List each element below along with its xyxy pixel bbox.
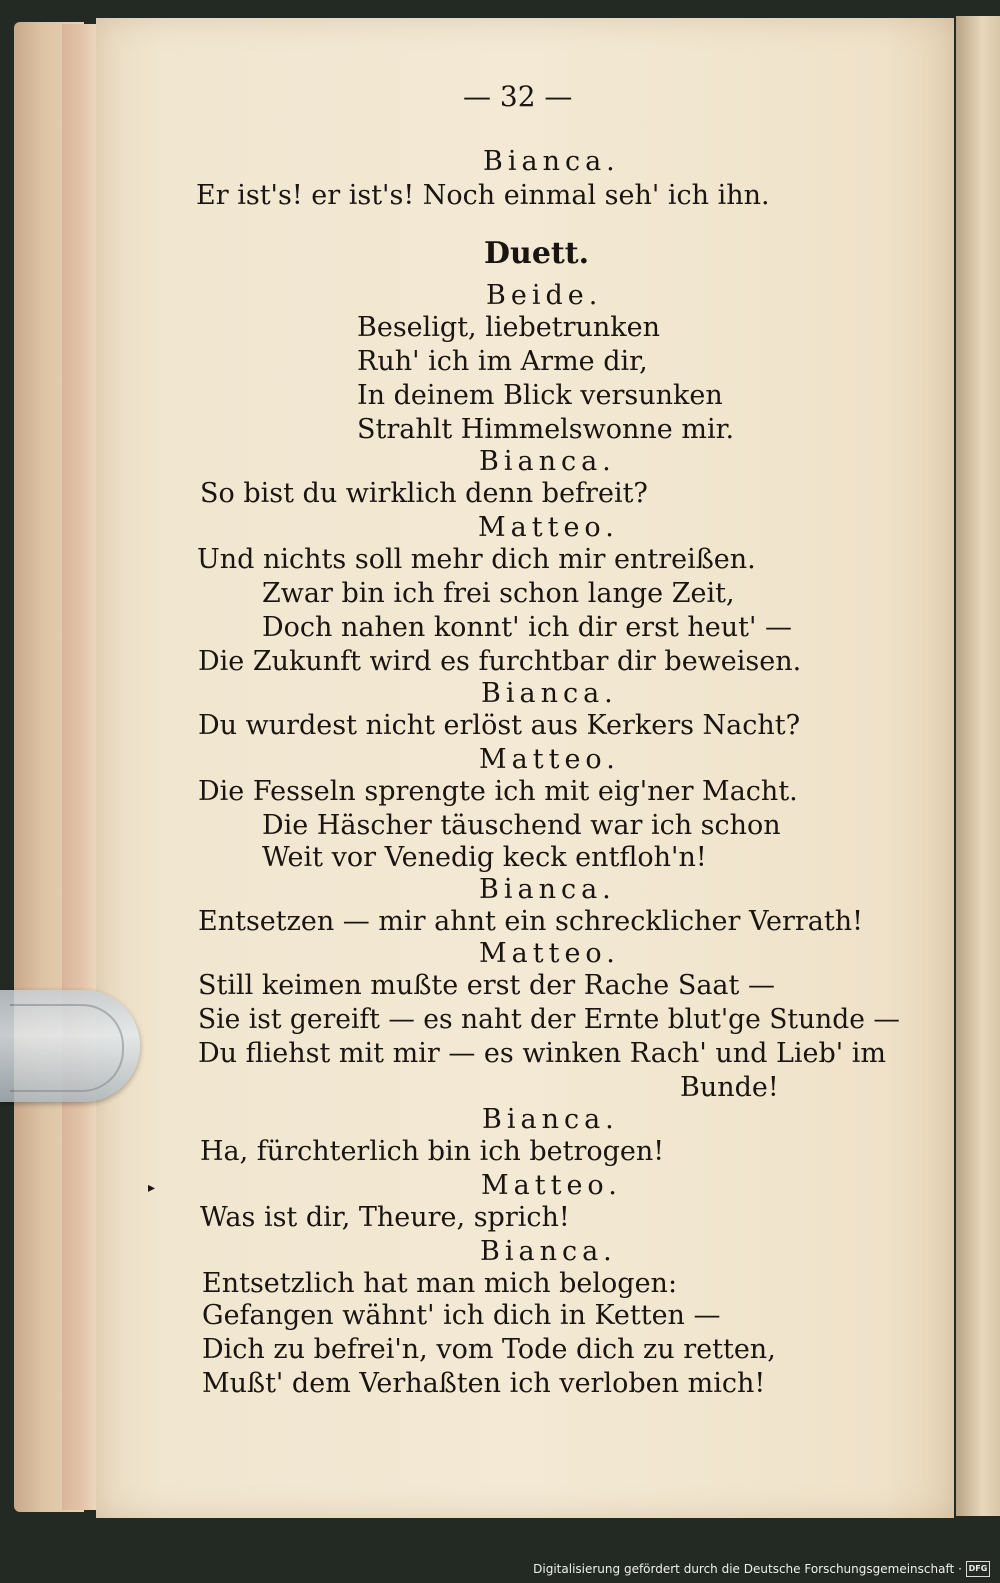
page-holder-clip (0, 990, 140, 1102)
margin-mark: ▸ (148, 1180, 156, 1196)
adjacent-page-edge (956, 16, 1000, 1516)
section-heading: Duett. (484, 236, 590, 271)
speaker-label: Beide. (486, 280, 603, 311)
verse-line: So bist du wirklich denn befreit? (200, 478, 648, 509)
verse-line: Mußt' dem Verhaßten ich verloben mich! (202, 1368, 766, 1399)
verse-line: Er ist's! er ist's! Noch einmal seh' ich ihn. (196, 180, 770, 211)
speaker-label: Bianca. (481, 678, 618, 709)
verse-line: Und nichts soll mehr dich mir entreißen. (197, 544, 756, 575)
verse-line: Dich zu befrei'n, vom Tode dich zu retten, (202, 1334, 776, 1365)
speaker-label: Matteo. (481, 1170, 622, 1201)
verse-line: Doch nahen konnt' ich dir erst heut' — (262, 612, 792, 643)
speaker-label: Bianca. (483, 146, 620, 177)
speaker-label: Matteo. (478, 512, 619, 543)
verse-line: Still keimen mußte erst der Rache Saat — (198, 970, 775, 1001)
speaker-label: Bianca. (479, 874, 616, 905)
digitization-footer: Digitalisierung gefördert durch die Deutsche Forschungsgemeinschaft · DFG (533, 1559, 990, 1579)
speaker-label: Matteo. (479, 938, 620, 969)
verse-line: Du wurdest nicht erlöst aus Kerkers Nacht? (198, 710, 801, 741)
verse-line: Beseligt, liebetrunken (357, 312, 660, 343)
verse-line: Strahlt Himmelswonne mir. (357, 414, 735, 445)
verse-line: Die Fesseln sprengte ich mit eig'ner Macht. (198, 776, 798, 807)
verse-line: Bunde! (680, 1072, 779, 1103)
verse-line: Zwar bin ich frei schon lange Zeit, (262, 578, 735, 609)
page-number: — 32 — (463, 80, 573, 113)
dfg-logo: DFG (966, 1561, 990, 1577)
verse-line: Entsetzlich hat man mich belogen: (202, 1268, 678, 1299)
verse-line: Die Häscher täuschend war ich schon (262, 810, 781, 841)
verse-line: Entsetzen — mir ahnt ein schrecklicher Verrath! (198, 906, 863, 937)
footer-text: Digitalisierung gefördert durch die Deutsche Forschungsgemeinschaft (533, 1562, 955, 1576)
speaker-label: Bianca. (479, 446, 616, 477)
verse-line: Gefangen wähnt' ich dich in Ketten — (202, 1300, 721, 1331)
verse-line: Weit vor Venedig keck entfloh'n! (262, 842, 707, 873)
speaker-label: Bianca. (482, 1104, 619, 1135)
verse-line: Die Zukunft wird es furchtbar dir beweisen. (198, 646, 802, 677)
verse-line: Was ist dir, Theure, sprich! (200, 1202, 570, 1233)
verse-line: Sie ist gereift — es naht der Ernte blut'ge Stunde — (198, 1004, 900, 1035)
verse-line: In deinem Blick versunken (357, 380, 723, 411)
verse-line: Ha, fürchterlich bin ich betrogen! (200, 1136, 665, 1167)
speaker-label: Matteo. (479, 744, 620, 775)
verse-line: Ruh' ich im Arme dir, (357, 346, 648, 377)
speaker-label: Bianca. (480, 1236, 617, 1267)
verse-line: Du fliehst mit mir — es winken Rach' und Lieb' im (198, 1038, 887, 1069)
